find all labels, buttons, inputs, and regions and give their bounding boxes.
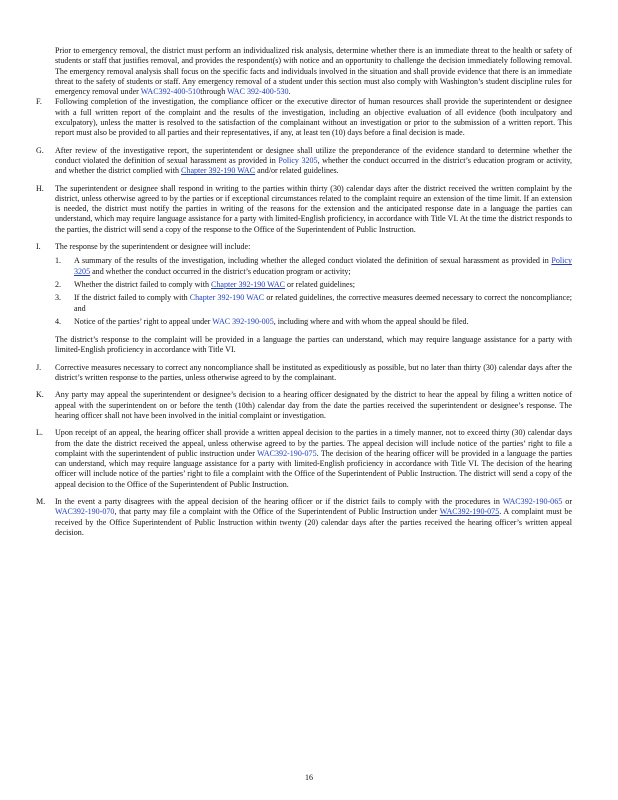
- list-item-number: 2.: [55, 279, 62, 289]
- section-m-text-4: . A complaint must be received by the Office Superintendent of Public Instruction within twenty (20) calendar days after the parties received the hearing officer’s written appeal decision.: [55, 507, 572, 537]
- wac-392-190-070-link[interactable]: WAC392-190-070: [55, 507, 115, 517]
- list-item-text-1: Notice of the parties’ right to appeal under: [74, 316, 213, 326]
- section-m-letter: M.: [36, 496, 46, 506]
- section-f-letter: F.: [36, 97, 42, 107]
- section-i-letter: I.: [36, 242, 41, 252]
- section-l-text-1: Upon receipt of an appeal, the hearing officer shall provide a written appeal decision to the parties in a timely manner, not to exceed thirty (30) calendar days from the date the district received the appeal, unless otherwise agreed to by the parties. The appeal decision will include notice of the parties’ right to file a complaint with the superintendent of public instruction under: [55, 428, 572, 458]
- section-i-language-note: The district’s response to the complaint will be provided in a language the parties can understand, which may require language assistance for a party with limited-English proficiency in accordance with Title VI.: [55, 335, 572, 355]
- chapter-392-190-wac-link[interactable]: Chapter 392-190 WAC: [210, 279, 286, 289]
- intro-end-text: .: [288, 87, 291, 97]
- section-j-letter: J.: [36, 362, 42, 372]
- list-item-text-2: or related guidelines;: [285, 279, 355, 289]
- wac-392-190-065-link[interactable]: WAC392-190-065: [502, 496, 563, 506]
- wac-392-400-510-link[interactable]: WAC392-400-510: [140, 87, 201, 97]
- section-g-text-1: After review of the investigative report, the superintendent or designee shall utilize the preponderance of the evidence standard to determine whether the conduct violated the definition of sexual harassment as provided in: [55, 145, 572, 165]
- list-item-text: [74, 256, 572, 277]
- section-g-paragraph: [55, 146, 572, 177]
- section-i: [36, 242, 572, 356]
- section-h: [36, 184, 572, 235]
- policy-3205-link[interactable]: Policy 3205: [278, 155, 318, 165]
- list-item-text: [74, 317, 572, 327]
- section-l-letter: L.: [36, 428, 43, 438]
- list-item: [55, 280, 572, 290]
- response-items-list: [55, 256, 572, 327]
- section-h-letter: H.: [36, 183, 44, 193]
- list-item: [55, 317, 572, 327]
- section-f: [36, 97, 572, 138]
- section-j: [36, 363, 572, 384]
- list-item-number: 3.: [55, 293, 62, 303]
- list-item-text: [74, 293, 572, 314]
- list-item-text: [74, 280, 572, 290]
- section-g-text-3: and/or related guidelines.: [255, 166, 339, 176]
- list-item-text-1: Whether the district failed to comply with: [74, 279, 211, 289]
- section-k-letter: K.: [36, 390, 44, 400]
- wac-392-400-530-link[interactable]: WAC 392-400-530: [227, 87, 289, 97]
- chapter-392-190-wac-link[interactable]: Chapter 392-190 WAC: [181, 166, 256, 176]
- list-item-text-1: If the district failed to comply with: [74, 293, 190, 303]
- section-j-text: Corrective measures necessary to correct any noncompliance shall be instituted as expeditiously as possible, but no later than thirty (30) calendar days after the district’s written response to the parties, unless otherwise agreed to by the complainant.: [55, 362, 572, 383]
- section-m-text-2: or: [562, 496, 573, 506]
- intro-through-text: through: [200, 87, 228, 97]
- section-g-letter: G.: [36, 145, 44, 155]
- wac-392-190-075-link[interactable]: WAC392-190-075: [257, 448, 317, 458]
- section-k-text: Any party may appeal the superintendent or designee’s decision to a hearing officer designated by the district to hear the appeal by filing a written notice of appeal with the superintendent on or before the tenth (10th) calendar day from the date the parties received the superintendent or designee’s response. The hearing officer shall not have been involved in the initial complaint or investigation.: [55, 390, 572, 420]
- section-f-text: Following completion of the investigation, the compliance officer or the executive director of human resources shall provide the superintendent or designee with a full written report of the complaint and the results of the investigation, including an objective evaluation of all evidence (both inculpatory and exculpatory), unless the matter is resolved to the satisfaction of the complainant without an investigation or prior to the submission of a written report. This report must also be provided to all parties and their representatives, if any, at least ten (10) days before a final decision is made.: [55, 97, 572, 138]
- list-item: [55, 293, 572, 314]
- list-item-number: 1.: [55, 256, 62, 266]
- section-g-text-2: , whether the conduct occurred in the district’s education program or activity, and whether the district complied with: [55, 155, 573, 176]
- wac-392-190-005-link[interactable]: WAC 392-190-005: [212, 316, 274, 326]
- section-g: [36, 146, 572, 177]
- section-h-text: The superintendent or designee shall respond in writing to the parties within thirty (30) calendar days after the district received the written complaint by the district, unless otherwise agreed to by the parties or if exceptional circumstances related to the complaint require an extension of the time limit. If an extension is needed, the district must notify the parties in writing of the reasons for the extension and the anticipated response date in a language the parties can understand, which may require language assistance for a party with limited-English proficiency, in accordance with Title VI. At the time the district responds to the parties, the district will send a copy of the response to the Office of the Superintendent of Public Instruction.: [55, 183, 572, 234]
- page-number: 16: [305, 773, 313, 782]
- list-item-text-2: and whether the conduct occurred in the district’s education program or activity;: [90, 266, 351, 276]
- list-item: [55, 256, 572, 277]
- intro-text: Prior to emergency removal, the district must perform an individualized risk analysis, determine whether there is an immediate threat to the health or safety of students or staff that justifies removal, and provides the respondent(s) with notice and an opportunity to challenge the decision immediately following removal. The emergency removal analysis shall focus on the specific facts and individuals involved in the situation and shall provide evidence that there is an immediate threat to the safety of students or staff. Any emergency removal of a student under this section must also comply with Washington’s student discipline rules for emergency removal under: [55, 46, 572, 97]
- section-m-paragraph: [55, 497, 572, 538]
- section-m-text-1: In the event a party disagrees with the appeal decision of the hearing officer or if the district fails to comply with the procedures in: [55, 496, 503, 506]
- section-l-text-2: . The decision of the hearing officer will be provided in a language the parties can understand, which may require language assistance for a party with limited-English proficiency in accordance with Title VI. The decision of the hearing officer will include notice of the parties’ right to file a complaint with the Office of the Superintendent of Public Instruction. The district will send a copy of the appeal decision to the Office of the Superintendent of Public Instruction.: [55, 448, 572, 489]
- section-l: [36, 428, 572, 490]
- section-k: [36, 390, 572, 421]
- policy-3205-link[interactable]: Policy 3205: [74, 256, 572, 276]
- wac-392-190-075-link[interactable]: WAC392-190-075: [439, 507, 500, 517]
- chapter-392-190-wac-link[interactable]: Chapter 392-190 WAC: [189, 293, 265, 303]
- intro-paragraph: [55, 46, 572, 97]
- list-item-number: 4.: [55, 316, 62, 326]
- section-m-text-3: , that party may file a complaint with the Office of the Superintendent of Public Instruction under: [114, 507, 440, 517]
- section-m: [36, 497, 572, 538]
- section-l-paragraph: [55, 428, 572, 490]
- list-item-text-2: , including where and with whom the appeal should be filed.: [273, 316, 469, 326]
- list-item-text-2: or related guidelines, the corrective measures deemed necessary to correct the noncompliance; and: [74, 293, 572, 313]
- section-i-text: The response by the superintendent or designee will include:: [55, 242, 251, 252]
- list-item-text-1: A summary of the results of the investigation, including whether the alleged conduct violated the definition of sexual harassment as provided in: [74, 256, 552, 266]
